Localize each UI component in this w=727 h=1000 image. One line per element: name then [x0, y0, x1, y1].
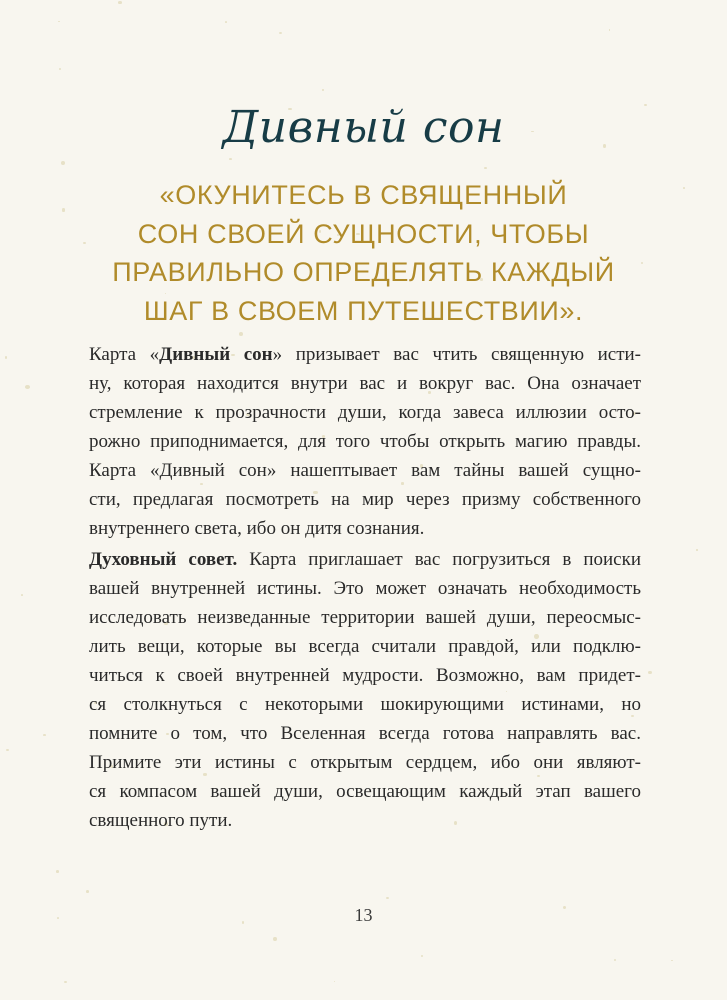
paper-speckle: [6, 749, 9, 751]
quote-line: СОН СВОЕЙ СУЩНОСТИ, ЧТОБЫ: [137, 218, 590, 249]
paper-speckle: [641, 262, 643, 264]
paragraph-line: ся компасом вашей души, освещающим каждый этап вашего: [89, 781, 641, 802]
paper-speckle: [239, 332, 243, 336]
paper-speckle: [62, 208, 66, 211]
paragraph-line: ну, которая находится внутри вас и вокруг вас. Она означает: [89, 373, 641, 394]
paper-speckle: [86, 890, 89, 893]
paragraph-line: помните о том, что Вселенная всегда готова направлять вас.: [89, 723, 641, 744]
paper-speckle: [56, 870, 59, 873]
text-run: Карта «: [89, 344, 160, 365]
card-name-bold: Дивный сон: [159, 344, 273, 365]
paper-speckle: [83, 242, 86, 245]
spiritual-advice-paragraph: [89, 545, 641, 835]
paper-speckle: [683, 187, 685, 189]
page-title: Дивный сон: [222, 102, 505, 153]
paper-speckle: [648, 671, 651, 674]
epigraph-quote: [100, 176, 627, 330]
paper-speckle: [696, 549, 699, 551]
paper-speckle: [484, 167, 487, 169]
paper-speckle: [25, 385, 29, 389]
quote-line: ПРАВИЛЬНО ОПРЕДЕЛЯТЬ КАЖДЫЙ: [112, 257, 615, 287]
paper-speckle: [229, 158, 231, 160]
paper-speckle: [421, 955, 423, 957]
paper-speckle: [118, 1, 122, 4]
paper-speckle: [5, 356, 7, 359]
paragraph-line: священного пути.: [89, 810, 233, 831]
paragraph-line: внутреннего света, ибо он дитя сознания.: [89, 518, 425, 539]
paper-speckle: [614, 959, 616, 961]
paragraph-line: рожно приподнимается, для того чтобы открыть магию правды.: [89, 431, 641, 452]
text-run: Карта приглашает вас погрузиться в поиски: [237, 549, 641, 570]
paper-speckle: [334, 981, 336, 982]
card-description-paragraph: [89, 340, 641, 543]
paper-speckle: [609, 29, 611, 31]
paragraph-line: ся столкнуться с некоторыми шокирующими истинами, но: [89, 694, 641, 715]
paragraph-line: читься к своей внутренней мудрости. Возможно, вам придет-: [89, 665, 641, 686]
paragraph-line: сти, предлагая посмотреть на мир через призму собственного: [89, 489, 641, 510]
quote-line: ШАГ В СВОЕМ ПУТЕШЕСТВИИ».: [143, 295, 584, 326]
paper-speckle: [322, 89, 324, 90]
paragraph-line: вашей внутренней истины. Это может означать необходимость: [89, 578, 641, 599]
paper-speckle: [671, 960, 673, 961]
page-number: 13: [354, 905, 373, 925]
advice-heading-bold: Духовный совет.: [89, 549, 238, 570]
paper-speckle: [59, 68, 61, 70]
paper-speckle: [273, 937, 277, 942]
paper-speckle: [58, 21, 60, 22]
paper-speckle: [225, 21, 227, 23]
paragraph-line: исследовать неизведанные территории вашей души, переосмыс-: [89, 607, 641, 628]
paragraph-line: Примите эти истины с открытым сердцем, ибо они являют-: [89, 752, 641, 773]
paper-speckle: [279, 32, 282, 34]
paper-speckle: [64, 981, 67, 984]
paragraph-line: [89, 545, 641, 574]
paper-speckle: [21, 594, 23, 596]
paper-speckle: [43, 734, 45, 736]
paper-speckle: [61, 161, 65, 165]
text-run: » призывает вас чтить священную исти-: [272, 344, 642, 365]
paragraph-line: лить вещи, которые вы всегда считали правдой, или подклю-: [89, 636, 641, 657]
paragraph-line: Карта «Дивный сон» нашептывает вам тайны вашей сущно-: [89, 460, 641, 481]
paragraph-line: стремление к прозрачности души, когда завеса иллюзии осто-: [89, 402, 641, 423]
paragraph-line: [89, 340, 641, 369]
paper-speckle: [386, 897, 389, 899]
quote-line: «ОКУНИТЕСЬ В СВЯЩЕННЫЙ: [159, 180, 568, 210]
